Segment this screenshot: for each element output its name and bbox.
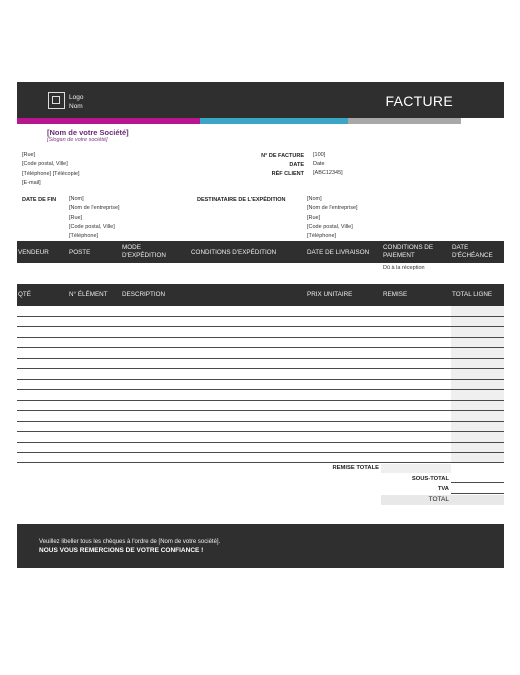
col-mode-expedition: MODE D'EXPÉDITION: [122, 244, 166, 259]
table-row[interactable]: [17, 358, 504, 359]
table-row[interactable]: [17, 337, 504, 338]
company-street[interactable]: [Rue]: [22, 152, 36, 158]
subtotal-field[interactable]: [451, 482, 504, 483]
table-row[interactable]: [17, 389, 504, 390]
items-table-header: [17, 284, 504, 306]
table-row[interactable]: [17, 368, 504, 369]
bill-to-city[interactable]: [Code postal, Ville]: [69, 223, 115, 230]
ship-to-name[interactable]: [Nom]: [307, 196, 322, 202]
col-numero-element: N° ÉLÉMENT: [69, 291, 108, 298]
company-address: [22, 151, 79, 188]
col-date-echeance: DATE D'ÉCHÉANCE: [452, 244, 493, 259]
col-poste: POSTE: [69, 249, 91, 256]
logo-text: [69, 93, 83, 111]
ship-to-street[interactable]: [Rue]: [307, 214, 321, 221]
table-row[interactable]: [17, 379, 504, 380]
accent-bar-cyan: [200, 118, 348, 124]
col-date-livraison: DATE DE LIVRAISON: [307, 249, 370, 256]
accent-bar-magenta: [17, 118, 200, 124]
invoice-header: [17, 82, 504, 118]
shipping-table-header: [17, 241, 504, 263]
company-email[interactable]: [E-mail]: [22, 179, 41, 186]
table-row[interactable]: [17, 410, 504, 411]
ship-to-city[interactable]: [Code postal, Ville]: [307, 223, 353, 230]
bill-to-name[interactable]: [Nom]: [69, 196, 84, 202]
col-prix-unitaire: PRIX UNITAIRE: [307, 291, 353, 298]
table-row[interactable]: [17, 431, 504, 432]
invoice-number-label: N° DE FACTURE: [261, 153, 304, 159]
ship-to-company[interactable]: [Nom de l'entreprise]: [307, 205, 358, 212]
page-title: FACTURE: [385, 93, 453, 109]
table-row[interactable]: [17, 421, 504, 422]
thank-you-message: NOUS VOUS REMERCIONS DE VOTRE CONFIANCE !: [39, 547, 204, 554]
invoice-footer: [17, 524, 504, 568]
invoice-date-value[interactable]: Date: [313, 161, 325, 167]
ship-to-address: [307, 195, 358, 241]
company-city[interactable]: [Code postal, Ville]: [22, 161, 68, 168]
table-row[interactable]: [17, 326, 504, 327]
table-row[interactable]: [17, 452, 504, 453]
company-name[interactable]: [Nom de votre Société]: [47, 128, 129, 137]
col-conditions-paiement: CONDITIONS DE PAIEMENT: [383, 244, 434, 259]
bill-to-label: DATE DE FIN: [22, 197, 57, 203]
logo-icon: [48, 92, 65, 109]
col-total-ligne: TOTAL LIGNE: [452, 291, 493, 298]
col-description: DESCRIPTION: [122, 291, 166, 298]
table-row[interactable]: [17, 400, 504, 401]
company-slogan[interactable]: [Slogan de votre société]: [47, 137, 108, 143]
table-row[interactable]: [17, 442, 504, 443]
tax-field[interactable]: [451, 493, 504, 494]
table-row[interactable]: [17, 462, 504, 463]
subtotal-label: SOUS-TOTAL: [411, 476, 449, 482]
total-discount-field[interactable]: [381, 464, 451, 473]
logo-name: Nom: [69, 103, 83, 110]
table-row[interactable]: [17, 347, 504, 348]
bill-to-phone[interactable]: [Téléphone]: [69, 233, 99, 240]
tax-label: TVA: [437, 486, 449, 492]
bill-to-street[interactable]: [Rue]: [69, 214, 83, 221]
payment-terms-value[interactable]: Dû à la réception: [383, 265, 425, 271]
client-ref-value[interactable]: [ABC12345]: [313, 170, 343, 176]
company-phone[interactable]: [Téléphone] [Télécopie]: [22, 170, 80, 177]
bill-to-address: [69, 195, 120, 241]
col-conditions-expedition: CONDITIONS D'EXPÉDITION: [191, 249, 277, 256]
logo-label: Logo: [69, 94, 84, 101]
cheque-instructions: Veuillez libeller tous les chèques à l'ordre de [Nom de votre société].: [39, 539, 221, 545]
client-ref-label: RÉF CLIENT: [271, 171, 304, 177]
total-discount-label: REMISE TOTALE: [332, 465, 379, 471]
ship-to-label: DESTINATAIRE DE L'EXPÉDITION: [197, 197, 286, 203]
table-row[interactable]: [17, 316, 504, 317]
total-label: TOTAL: [428, 496, 449, 503]
ship-to-phone[interactable]: [Téléphone]: [307, 233, 337, 240]
invoice-date-label: DATE: [289, 162, 304, 168]
col-remise: REMISE: [383, 291, 408, 298]
col-vendeur: VENDEUR: [18, 249, 49, 256]
bill-to-company[interactable]: [Nom de l'entreprise]: [69, 205, 120, 212]
line-total-column: [451, 306, 504, 462]
accent-bar-gray: [348, 118, 461, 124]
invoice-number-value[interactable]: [100]: [313, 152, 326, 158]
col-qte: QTÉ: [18, 291, 31, 298]
